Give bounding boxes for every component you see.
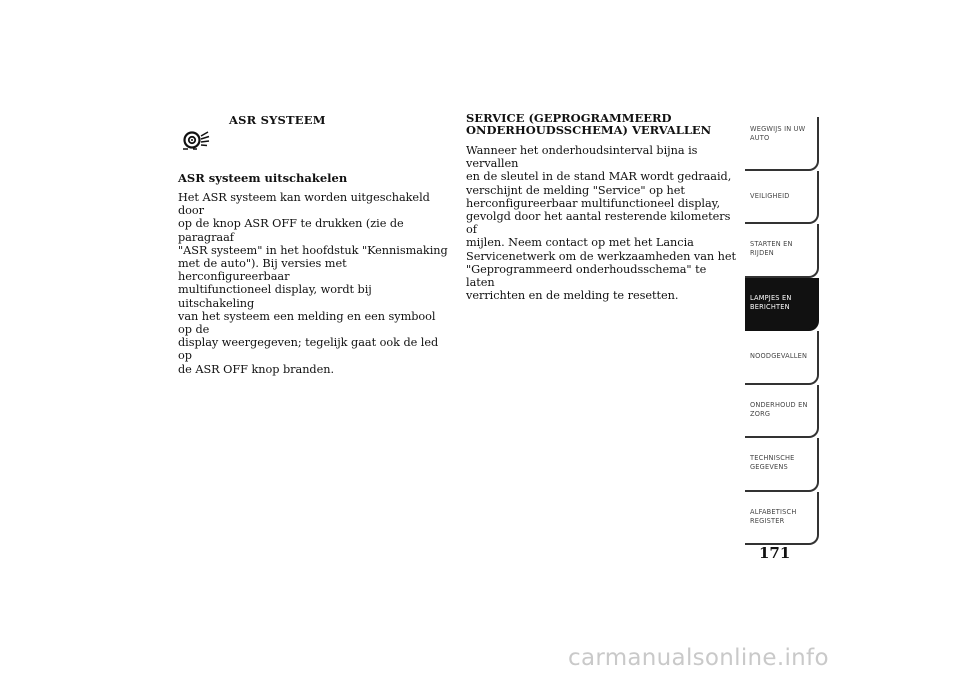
asr-subheading: ASR systeem uitschakelen: [178, 171, 348, 185]
watermark: carmanualsonline.info: [568, 645, 829, 671]
tab-technische-gegevens[interactable]: [745, 438, 819, 492]
title-line: ONDERHOUDSSCHEMA) VERVALLEN: [466, 123, 712, 137]
body-line: Wanneer het onderhoudsinterval bijna is vervallen: [466, 144, 698, 171]
tab-label: RIJDEN: [750, 249, 774, 257]
body-line: de ASR OFF knop branden.: [178, 362, 335, 376]
asr-traction-icon: [181, 127, 215, 153]
tab-label: WEGWIJS IN UW: [750, 125, 806, 133]
tab-label: ONDERHOUD EN: [750, 400, 808, 409]
body-line: "Geprogrammeerd onderhoudsschema" te laten: [466, 262, 707, 290]
tab-lampjes-en-berichten[interactable]: [745, 278, 819, 332]
body-line: verschijnt de melding "Service" op het: [466, 183, 685, 197]
chapter-tabs: [745, 117, 819, 545]
body-line: gevolgd door het aantal resterende kilometers of: [466, 210, 731, 237]
body-line: van het systeem een melding en een symbool op de: [178, 309, 436, 337]
tab-label: REGISTER: [750, 516, 785, 525]
tab-label: AUTO: [750, 134, 770, 142]
tab-veiligheid[interactable]: [745, 171, 819, 225]
service-section-title: [466, 112, 738, 136]
service-section: [466, 112, 738, 302]
body-line: op de knop ASR OFF te drukken (zie de paragraaf: [178, 217, 404, 244]
body-line: met de auto"). Bij versies met herconfigureerbaar: [178, 257, 347, 284]
service-body-text: [466, 144, 738, 302]
body-line: mijlen. Neem contact op met het Lancia: [466, 236, 694, 250]
asr-body-text: [178, 191, 450, 376]
tab-label: ZORG: [750, 409, 771, 418]
page-number: 171: [759, 544, 791, 562]
tab-label: GEGEVENS: [750, 463, 788, 471]
tab-label: NOODGEVALLEN: [750, 352, 808, 360]
body-line: Servicenetwerk om de werkzaamheden van het: [466, 249, 737, 263]
body-line: Het ASR systeem kan worden uitgeschakeld door: [178, 191, 430, 218]
tab-alfabetisch-register[interactable]: [745, 492, 819, 546]
body-line: herconfigureerbaar multifunctioneel display,: [466, 196, 721, 210]
body-line: display weergegeven; tegelijk gaat ook de led op: [178, 336, 439, 363]
tab-label: LAMPJES EN: [750, 293, 792, 302]
body-line: verrichten en de melding te resetten.: [466, 289, 679, 303]
body-line: "ASR systeem" in het hoofdstuk "Kennismaking: [178, 243, 448, 257]
tab-wegwijs-in-uw-auto[interactable]: [745, 117, 819, 171]
asr-header: [178, 111, 450, 171]
tab-label: ALFABETISCH: [750, 507, 797, 516]
body-line: en de sleutel in de stand MAR wordt gedraaid,: [466, 170, 732, 184]
tab-label: TECHNISCHE: [750, 454, 795, 462]
asr-section-title: ASR SYSTEEM: [229, 113, 326, 127]
tab-label: VEILIGHEID: [750, 191, 790, 200]
body-line: multifunctioneel display, wordt bij uitschakeling: [178, 283, 372, 310]
title-line: SERVICE (GEPROGRAMMEERD: [466, 111, 672, 125]
tab-label: BERICHTEN: [750, 302, 790, 311]
tab-starten-en-rijden[interactable]: [745, 224, 819, 278]
asr-section: [178, 111, 450, 376]
tab-noodgevallen[interactable]: [745, 331, 819, 385]
tab-onderhoud-en-zorg[interactable]: [745, 385, 819, 439]
tab-label: STARTEN EN: [750, 240, 793, 248]
